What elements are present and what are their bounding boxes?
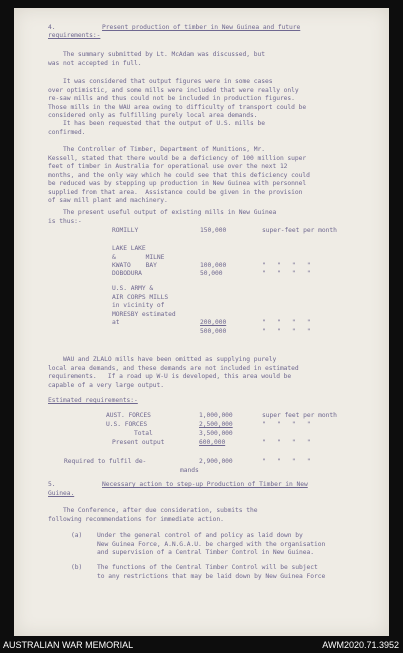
requirement-unit: " " " " <box>262 439 311 446</box>
mill-name: ROMILLY <box>112 227 139 234</box>
mill-name: U.S. ARMY & <box>112 285 154 292</box>
paragraph-line: local area demands, and these demands are not included in estimated <box>48 364 299 372</box>
recommendation-line: The functions of the Central Timber Control will be subject <box>97 564 318 571</box>
mill-output-unit: " " " " <box>262 270 311 277</box>
mill-output-value: 150,000 <box>200 227 227 234</box>
requirement-value: 2,900,000 <box>199 458 233 465</box>
mill-output-value: 50,000 <box>200 270 223 277</box>
mill-output-value: 100,000 <box>200 262 227 269</box>
estimated-requirements-heading: Estimated requirements:- <box>48 397 138 404</box>
paragraph-line: The summary submitted by Lt. McAdam was discussed, but <box>48 51 265 58</box>
paragraph-line: capable of a very large output. <box>48 381 164 389</box>
recommendation-line: New Guinea Force, A.N.G.A.U. be charged with the organisation <box>97 540 326 548</box>
paragraph-line: is thus:- <box>48 217 82 225</box>
mill-name: AIR CORPS MILLS <box>112 293 169 301</box>
mill-output-unit: " " " " <box>262 328 311 335</box>
requirement-label: AUST. FORCES <box>106 412 151 419</box>
paragraph-line: over optimistic, and some mills were included that were really only <box>48 86 299 94</box>
recommendation-line: to any restrictions that may be laid down by New Guinea Force <box>97 572 326 580</box>
mill-output-value: 200,000 <box>200 319 227 326</box>
footer-accession-number: AWM2020.71.3952 <box>322 640 399 650</box>
paragraph-line: The present useful output of existing mills in New Guinea <box>48 209 277 216</box>
paragraph-line: requirements. If a road up W-U is developed, this area would be <box>48 373 292 380</box>
paragraph-line: It has been requested that the output of U.S. mills be <box>48 120 265 127</box>
section-5-heading-line-1: Necessary action to step-up Production of Timber in New <box>102 481 308 488</box>
paragraph-line: The Conference, after due consideration, submits the <box>48 507 258 514</box>
section-4-heading-line-1: Present production of timber in New Guinea and future <box>102 24 301 31</box>
paragraph-line: re-saw mills and thus could not be included in production figures. <box>48 95 295 102</box>
footer-left-label: AUSTRALIAN WAR MEMORIAL <box>3 640 134 650</box>
paragraph-line: Kessell, stated that there would be a deficiency of 100 million super <box>48 154 307 162</box>
mill-name: LAKE LAKE <box>112 245 146 252</box>
paragraph-line: WAU and ZLALO mills have been omitted as supplying purely <box>48 356 277 363</box>
paragraph-line: Those mills in the WAU area owing to difficulty of transport could be <box>48 103 307 111</box>
requirement-value: 2,500,000 <box>199 421 233 428</box>
document-page <box>14 8 389 636</box>
requirement-unit: super feet per month <box>262 412 337 419</box>
mill-name: & MILNE <box>112 253 165 261</box>
paragraph-line: feet of timber in Australia for operational use over the next 12 <box>48 163 288 170</box>
section-5-heading-line-2: Guinea. <box>48 490 75 497</box>
section-5-number: 5. <box>48 481 56 488</box>
paragraph-line: of saw mill plant and machinery. <box>48 197 168 204</box>
requirement-unit: " " " " <box>262 421 311 428</box>
recommendation-marker: (a) <box>71 532 83 539</box>
paragraph-line: was not accepted in full. <box>48 59 142 67</box>
requirement-label: Present output <box>112 439 165 446</box>
mill-name: MORESBY estimated <box>112 310 176 318</box>
recommendation-line: and supervision of a Central Timber Control in New Guinea. <box>97 549 314 556</box>
mill-name: at <box>112 319 120 326</box>
paragraph-line: following recommendations for immediate action. <box>48 515 224 523</box>
requirement-value: 600,000 <box>199 439 226 446</box>
requirement-label: Required to fulfil de- <box>64 458 147 465</box>
requirement-value: 3,500,000 <box>199 430 233 437</box>
requirement-unit: " " " " <box>262 458 311 465</box>
mill-name: DOBODURA <box>112 270 142 277</box>
recommendation-line: Under the general control of and policy as laid down by <box>97 532 303 539</box>
mill-name: KWATO BAY <box>112 262 157 269</box>
paragraph-line: It was considered that output figures were in some cases <box>48 78 273 85</box>
requirement-value: 1,000,000 <box>199 412 233 419</box>
paragraph-line: months, and the only way which he could see that this deficiency could <box>48 171 310 179</box>
paragraph-line: considered only as fulfilling purely local area demands. <box>48 112 258 119</box>
mill-output-unit: " " " " <box>262 319 311 326</box>
requirement-label: mands <box>180 467 199 474</box>
mill-name: in vicinity of <box>112 302 165 309</box>
paragraph-line: The Controller of Timber, Department of Munitions, Mr. <box>48 146 265 153</box>
footer-bar <box>0 637 403 653</box>
mill-output-value: 500,000 <box>200 328 227 335</box>
mill-output-unit: " " " " <box>262 262 311 269</box>
paragraph-line: supplied from that area. Assistance could be given in the provision <box>48 188 303 196</box>
mill-output-unit: super-feet per month <box>262 227 337 234</box>
recommendation-marker: (b) <box>71 564 83 571</box>
paragraph-line: confirmed. <box>48 128 86 136</box>
section-4-number: 4. <box>48 24 56 31</box>
section-4-heading-line-2: requirements:- <box>48 32 101 39</box>
requirement-label: U.S. FORCES <box>106 421 148 428</box>
requirement-label: Total <box>134 430 153 437</box>
paragraph-line: be reduced was by stepping up production in New Guinea with personnel <box>48 180 307 187</box>
